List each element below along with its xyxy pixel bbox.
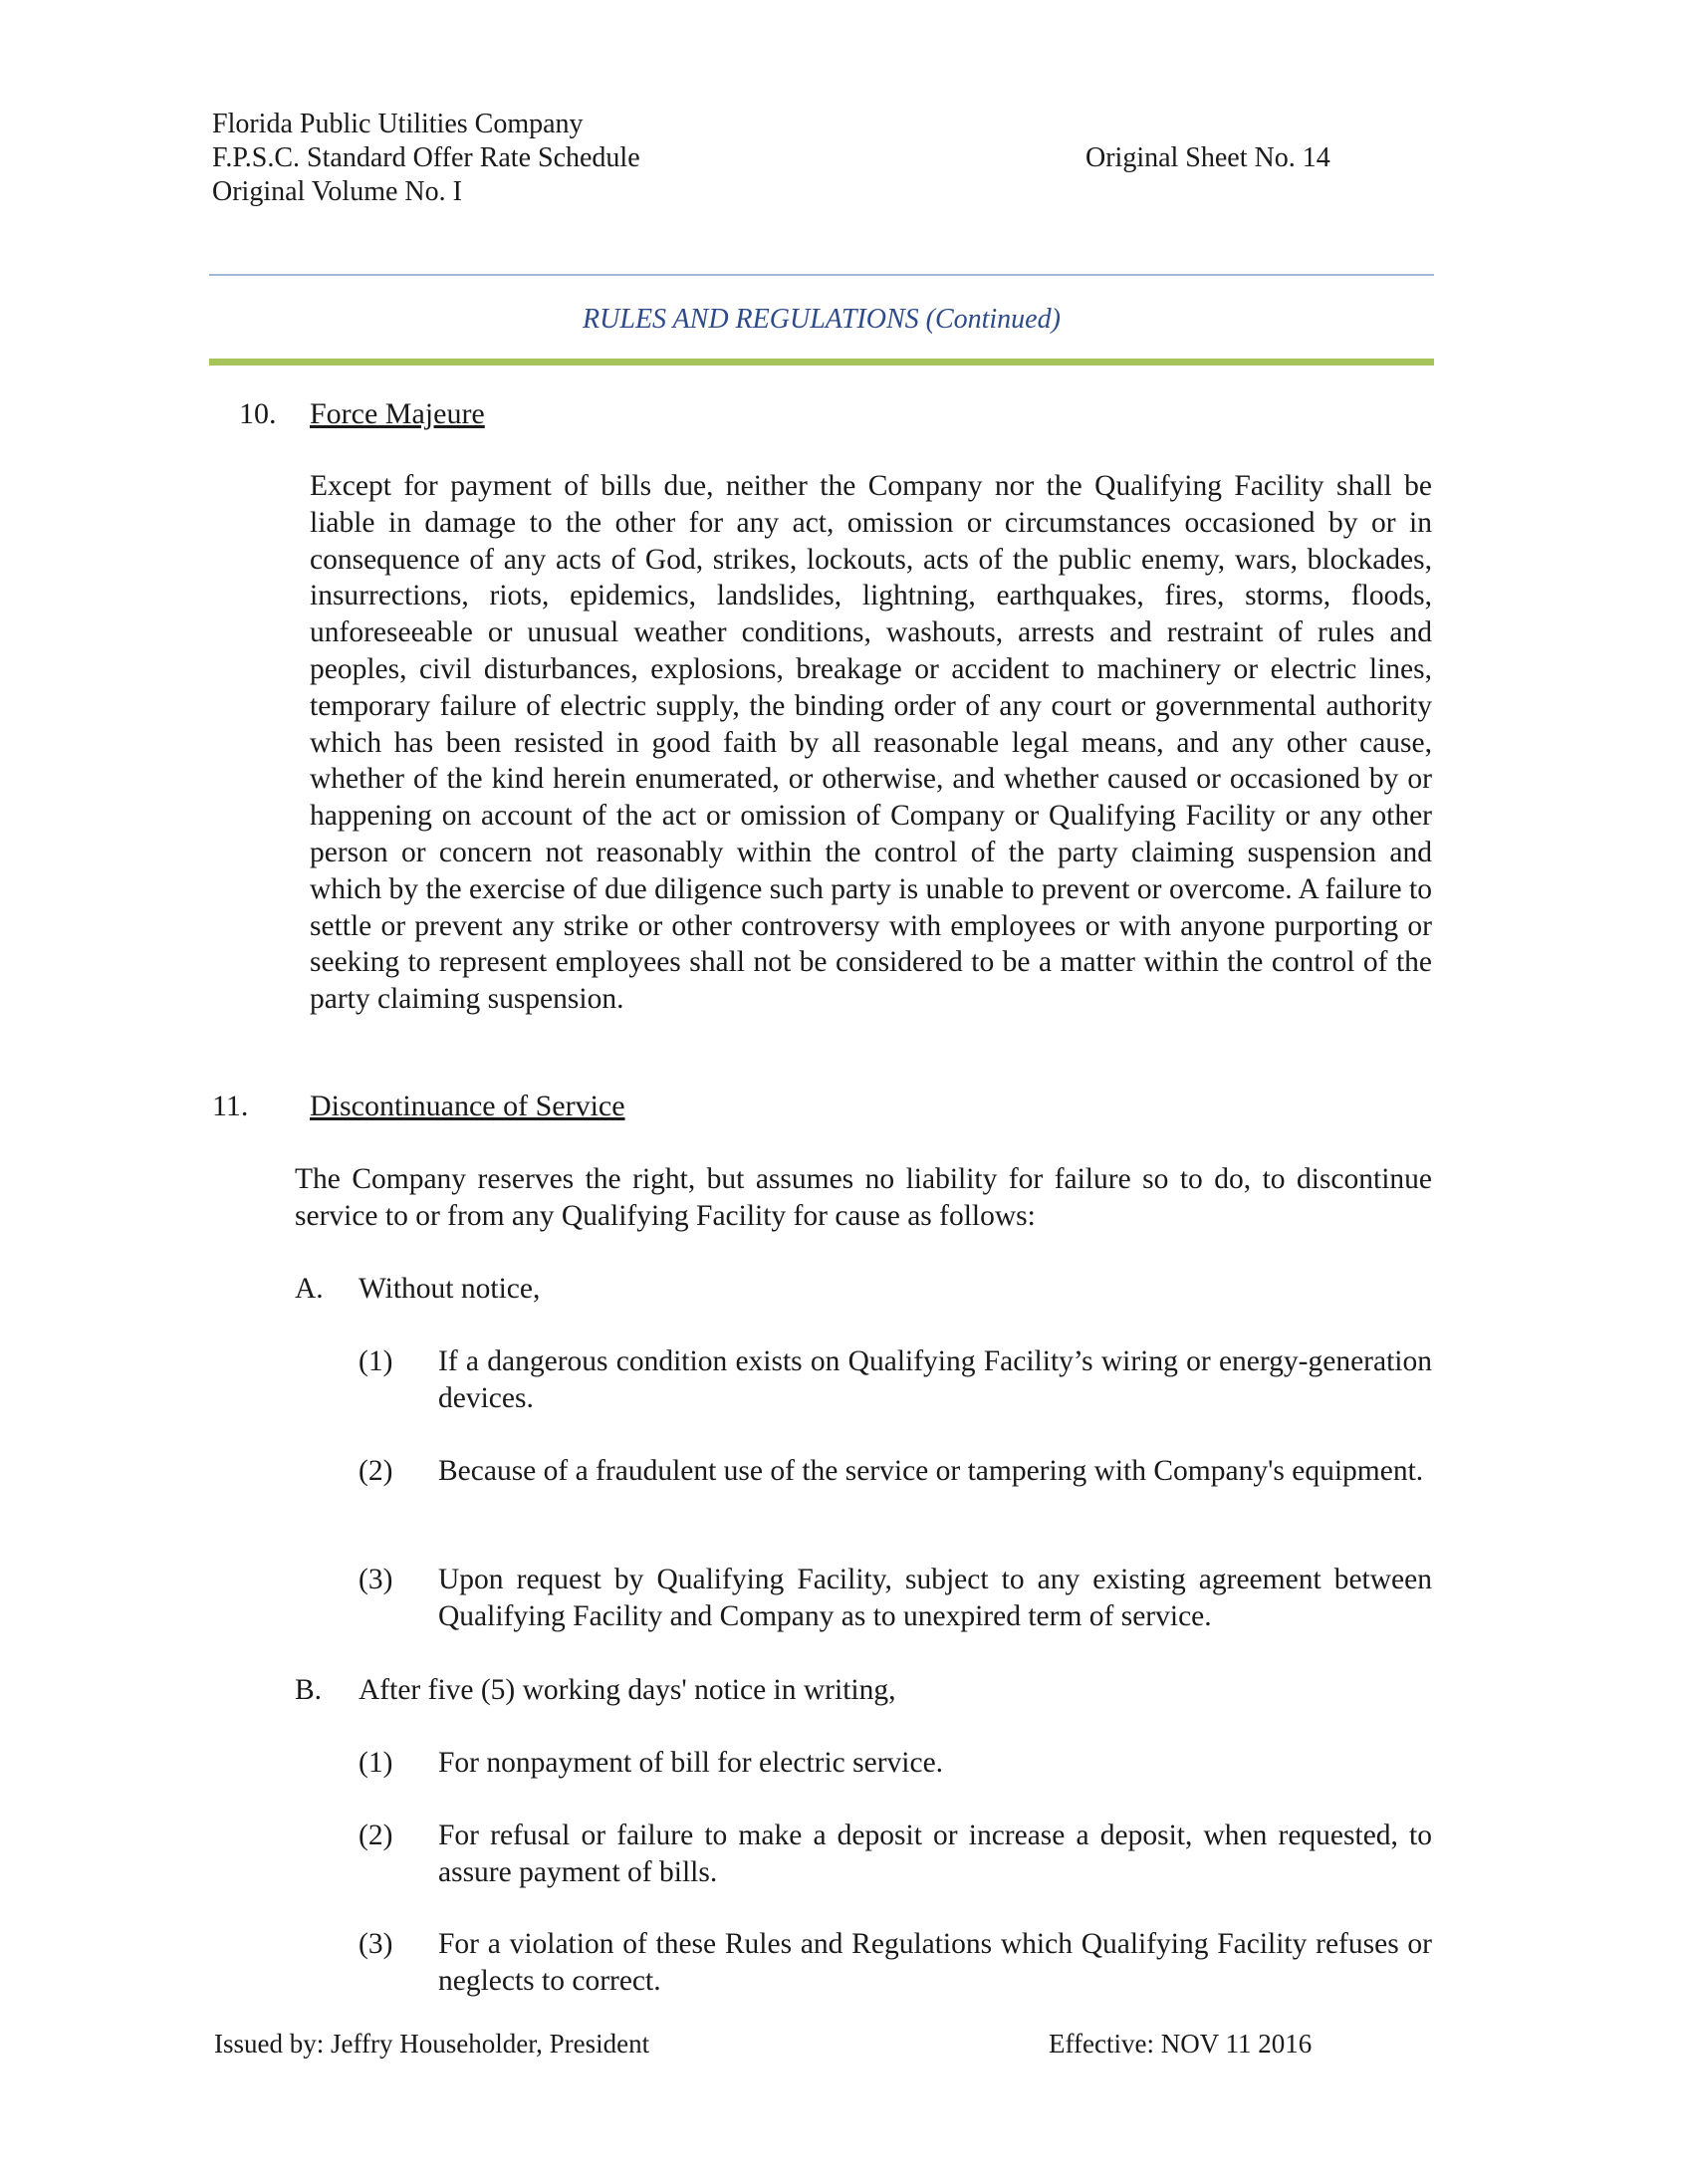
- item-number: (2): [359, 1455, 393, 1487]
- item-number: (1): [359, 1345, 393, 1377]
- issued-by: Issued by: Jeffry Householder, President: [214, 2029, 650, 2059]
- list-item: For refusal or failure to make a deposit or increase a deposit, when requested, to assure payment of bills.: [438, 1820, 1432, 1888]
- group-heading: Without notice,: [359, 1273, 541, 1305]
- volume-number: Original Volume No. I: [212, 176, 462, 207]
- item-number: (1): [359, 1747, 393, 1779]
- item-number: (3): [359, 1564, 393, 1595]
- list-item: Upon request by Qualifying Facility, subject to any existing agreement between Qualifying Facility and Company as to unexpired term of service.: [438, 1564, 1432, 1632]
- banner-divider: [209, 359, 1434, 365]
- list-item: If a dangerous condition exists on Qualifying Facility’s wiring or energy-generation devices.: [438, 1345, 1432, 1414]
- section-number: 11.: [212, 1090, 249, 1122]
- item-number: (3): [359, 1928, 393, 1960]
- company-name: Florida Public Utilities Company: [212, 109, 584, 139]
- section-title: Force Majeure: [310, 397, 485, 430]
- section-paragraph: The Company reserves the right, but assumes no liability for failure so to do, to discontinue service to or from any Qualifying Facility for cause as follows:: [295, 1163, 1432, 1232]
- section-number: 10.: [239, 397, 277, 430]
- sheet-number: Original Sheet No. 14: [1085, 142, 1330, 173]
- effective-date: Effective: NOV 11 2016: [1049, 2029, 1313, 2059]
- list-item: Because of a fraudulent use of the service or tampering with Company's equipment.: [438, 1455, 1424, 1487]
- group-letter: A.: [295, 1273, 324, 1305]
- header-divider: [209, 274, 1434, 276]
- group-heading: After five (5) working days' notice in writing,: [359, 1674, 896, 1706]
- section-title: Discontinuance of Service: [310, 1090, 625, 1122]
- group-letter: B.: [295, 1674, 323, 1706]
- item-number: (2): [359, 1820, 393, 1851]
- rate-schedule: F.P.S.C. Standard Offer Rate Schedule: [212, 142, 640, 173]
- list-item: For a violation of these Rules and Regulations which Qualifying Facility refuses or neglects to correct.: [438, 1928, 1432, 1997]
- list-item: For nonpayment of bill for electric service.: [438, 1747, 944, 1779]
- section-paragraph: Except for payment of bills due, neither the Company nor the Qualifying Facility shall be liable in damage to the other for any act, omission or circumstances occasioned by or in consequence of any acts of God, strikes, lockouts, acts of the public enemy, wars, blockades, insurrections, riots, epidemics, landslides, lightning, earthquakes, fires, storms, floods, unforeseeable or unusual weather conditions, washouts, arrests and restraint of rules and peoples, civil disturbances, explosions, breakage or accident to machinery or electric lines, temporary failure of electric supply, the binding order of any court or governmental authority which has been resisted in good faith by all reasonable legal means, and any other cause, whether of the kind herein enumerated, or otherwise, and whether caused or occasioned by or happening on account of the act or omission of Company or Qualifying Facility or any other person or concern not reasonably within the control of the party claiming suspension and which by the exercise of due diligence such party is unable to prevent or overcome. A failure to settle or prevent any strike or other controversy with employees or with anyone purporting or seeking to represent employees shall not be considered to be a matter within the control of the party claiming suspension.: [310, 470, 1432, 1016]
- section-banner: RULES AND REGULATIONS (Continued): [583, 304, 1061, 335]
